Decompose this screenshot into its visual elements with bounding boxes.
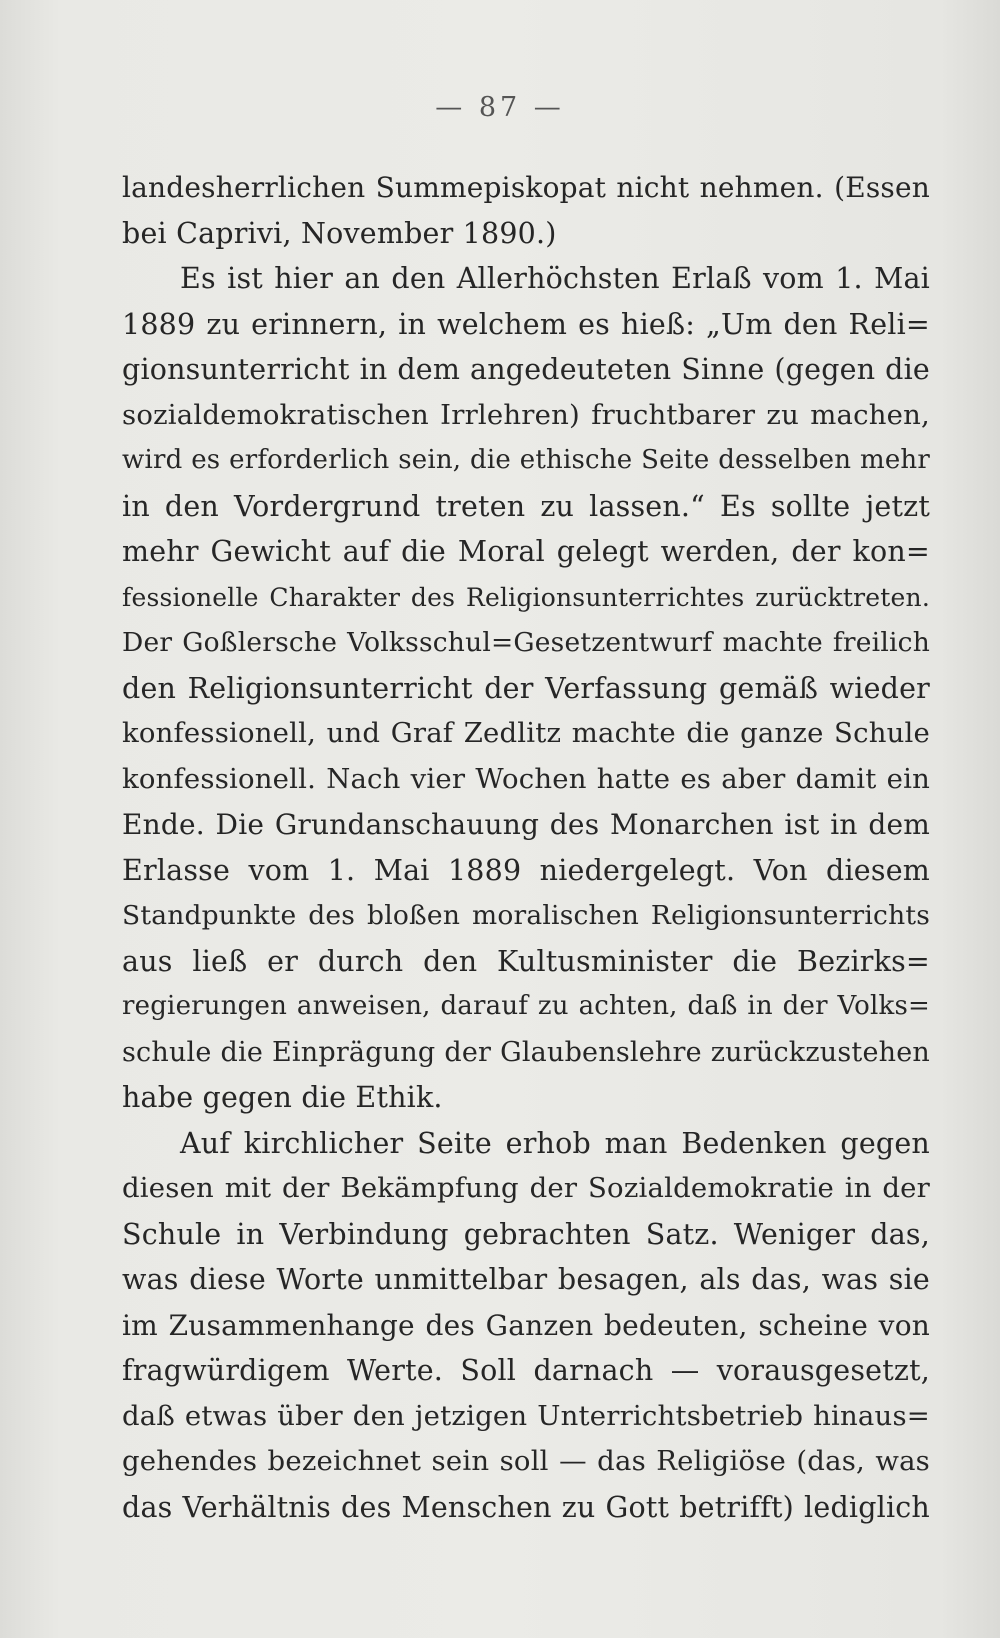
text-line: sozialdemokratischen Irrlehren) fruchtbarer zu machen, [122, 398, 930, 431]
text-line: Ende. Die Grundanschauung des Monarchen ist in dem [122, 808, 930, 841]
text-line: konfessionell, und Graf Zedlitz machte die ganze Schule [122, 717, 930, 749]
text-line: habe gegen die Ethik. [122, 1081, 443, 1114]
text-line: fessionelle Charakter des Religionsunterrichtes zurücktreten. [122, 582, 930, 612]
text-line: regierungen anweisen, darauf zu achten, daß in der Volks= [122, 991, 930, 1021]
text-line: den Religionsunterricht der Verfassung gemäß wieder [122, 671, 930, 705]
text-line: diesen mit der Bekämpfung der Sozialdemokratie in der [122, 1172, 930, 1204]
text-line: Auf kirchlicher Seite erhob man Bedenken gegen [180, 1126, 930, 1160]
text-line: was diese Worte unmittelbar besagen, als das, was sie [122, 1263, 930, 1296]
text-line: bei Caprivi, November 1890.) [122, 216, 557, 250]
text-line: Standpunkte des bloßen moralischen Religionsunterrichts [122, 900, 930, 931]
text-line: wird es erforderlich sein, die ethische Seite desselben mehr [122, 445, 930, 475]
text-line: in den Vordergrund treten zu lassen.“ Es sollte jetzt [122, 489, 930, 523]
text-line: gionsunterricht in dem angedeuteten Sinne (gegen die [122, 353, 930, 386]
text-line: mehr Gewicht auf die Moral gelegt werden, der kon= [122, 535, 930, 568]
text-line: daß etwas über den jetzigen Unterrichtsbetrieb hinaus= [122, 1399, 930, 1432]
text-line: landesherrlichen Summepiskopat nicht nehmen. (Essen [122, 171, 930, 204]
text-line: das Verhältnis des Menschen zu Gott betrifft) lediglich [122, 1490, 930, 1524]
text-line: Der Goßlersche Volksschul=Gesetzentwurf machte freilich [122, 627, 930, 658]
text-line: konfessionell. Nach vier Wochen hatte es aber damit ein [122, 762, 930, 795]
text-line: Erlasse vom 1. Mai 1889 niedergelegt. Von diesem [122, 853, 930, 887]
body-text [122, 165, 930, 1530]
text-line: Schule in Verbindung gebrachten Satz. Weniger das, [122, 1217, 930, 1251]
text-line: 1889 zu erinnern, in welchem es hieß: „Um den Reli= [122, 307, 930, 341]
text-line: fragwürdigem Werte. Soll darnach — vorausgesetzt, [122, 1354, 930, 1387]
text-line: gehendes bezeichnet sein soll — das Religiöse (das, was [122, 1445, 930, 1477]
text-line: Es ist hier an den Allerhöchsten Erlaß vom 1. Mai [180, 262, 930, 295]
text-line: aus ließ er durch den Kultusminister die Bezirks= [122, 944, 930, 978]
text-line: schule die Einprägung der Glaubenslehre zurückzustehen [122, 1036, 930, 1068]
text-line: im Zusammenhange des Ganzen bedeuten, scheine von [122, 1308, 930, 1342]
page-number: — 87 — [435, 92, 565, 123]
